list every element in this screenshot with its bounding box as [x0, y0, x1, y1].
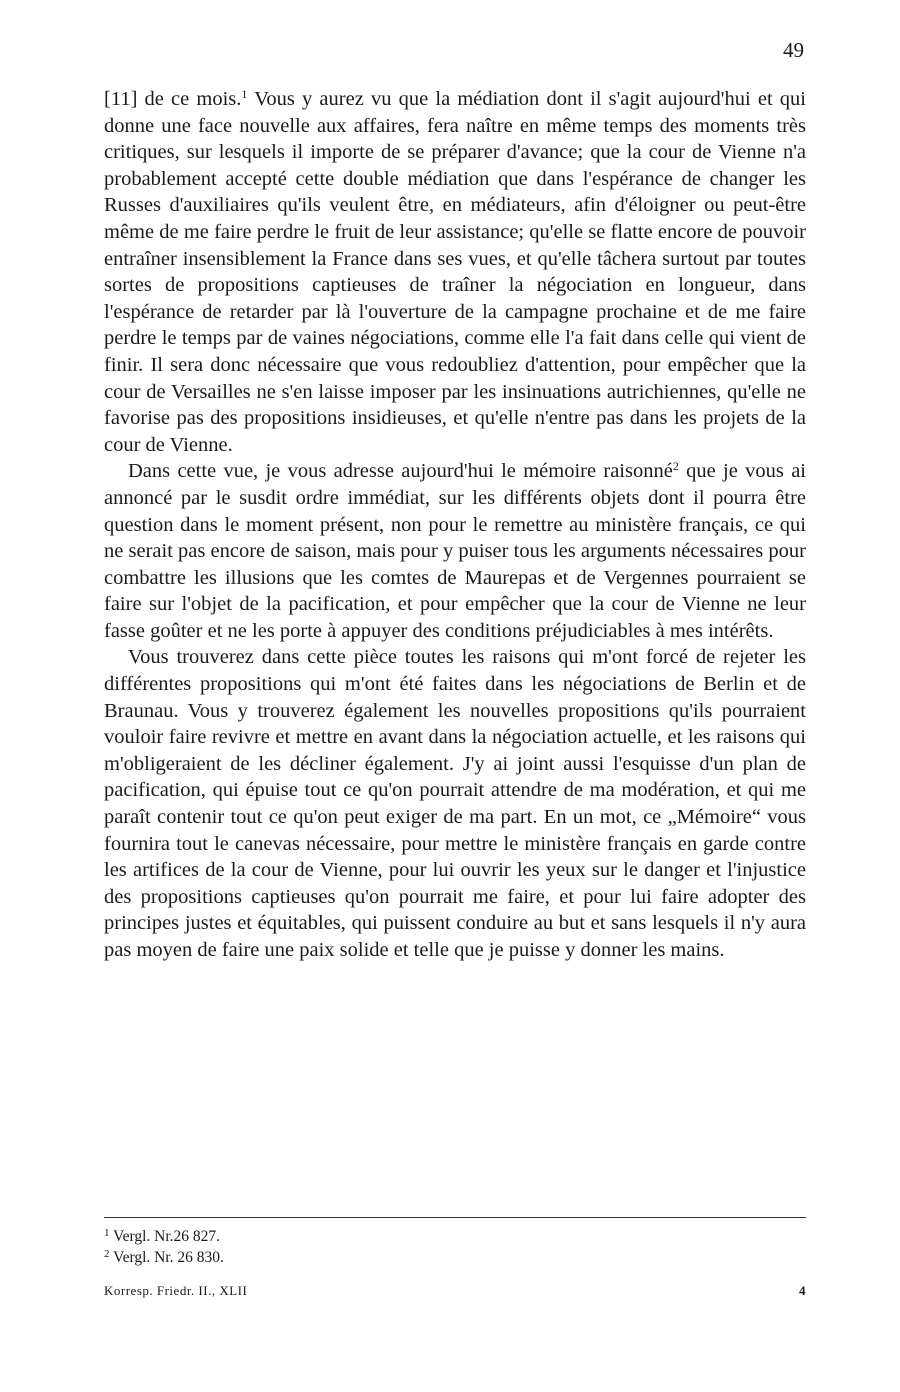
paragraph-text: que je vous ai annoncé par le susdit ordre immédiat, sur les différents objets dont il pourra être question dans le moment présent, non pour le remettre au ministère français, ce qui ne serait pas encore de saison, mais pour y puiser tous les arguments nécessaires pour combattre les illusions que les comtes de Maurepas et de Vergennes pourraient se faire sur l'objet de la pacification, et pour empêcher que la cour de Vienne ne leur fasse goûter et ne les porte à appuyer des conditions préjudiciables à mes intérêts. — [104, 460, 806, 642]
paragraph-text: Vous y aurez vu que la médiation dont il s'agit aujourd'hui et qui donne une face nouvelle aux affaires, fera naître en même temps des moments très critiques, sur lesquels il importe de se préparer d'avance; que la cour de Vienne n'a probablement accepté cette double médiation que dans l'espérance de changer les Russes d'auxiliaires qu'ils veulent être, en médiateurs, afin d'éloigner ou peut-être même de me faire perdre le fruit de leur assistance; qu'elle se flatte encore de pouvoir entraîner insensiblement la France dans ses vues, et qu'elle tâchera surtout par toutes sortes de propositions captieuses de traîner la négociation en longueur, dans l'espérance de retarder par là l'ouverture de la campagne prochaine et de me faire perdre le temps par de vaines négociations, comme elle l'a fait dans celle qui vient de finir. Il sera donc nécessaire que vous redoubliez d'attention, pour empêcher que la cour de Versailles ne s'en laisse imposer par les insinuations autrichiennes, qu'elle ne favorise pas des propositions insidieuses, et qu'elle n'entre pas dans les projets de la cour de Vienne. — [104, 88, 807, 456]
page-footer — [104, 1283, 806, 1299]
paragraph-2 — [104, 458, 806, 644]
footnote-divider — [104, 1217, 806, 1218]
paragraph-text: [11] de ce mois. — [104, 88, 242, 110]
paragraph-text: Vous trouverez dans cette pièce toutes les raisons qui m'ont forcé de rejeter les différentes propositions qui m'ont été faites dans les négociations de Berlin et de Braunau. Vous y trouverez également les nouvelles propositions qu'ils pourraient vouloir faire revivre et mettre en avant dans la négociation actuelle, et les raisons qui m'obligeraient de les décliner également. J'y ai joint aussi l'esquisse d'un plan de pacification, qui épuise tout ce qu'on pourrait attendre de ma modération, et qui me paraît contenir tout ce qu'on peut exiger de ma part. En un mot, ce „Mémoire“ vous fournira tout le canevas nécessaire, pour mettre le ministère français en garde contre les artifices de la cour de Vienne, pour lui ouvrir les yeux sur le danger et l'injustice des propositions captieuses qu'on pourrait me faire, et pour lui faire adopter des principes justes et équitables, qui puissent conduire au but et sans lesquels il n'y aura pas moyen de faire une paix solide et telle que je puisse y donner les mains. — [104, 646, 806, 961]
body-text — [104, 86, 806, 964]
footnote-text: Vergl. Nr. 26 830. — [113, 1249, 224, 1266]
footnote-number: 1 — [104, 1227, 110, 1239]
footer-source: Korresp. Friedr. II., XLII — [104, 1283, 248, 1298]
footnote-number: 2 — [104, 1248, 110, 1260]
footnote — [104, 1226, 806, 1247]
footnote — [104, 1247, 806, 1268]
paragraph-1 — [104, 86, 806, 458]
page-number: 49 — [783, 38, 804, 62]
footnotes — [104, 1226, 806, 1268]
paragraph-text: Dans cette vue, je vous adresse aujourd'hui le mémoire raisonné — [128, 460, 673, 483]
footer-signature-mark: 4 — [799, 1283, 806, 1298]
footnote-marker: 2 — [672, 459, 679, 474]
footnote-marker: 1 — [241, 87, 248, 101]
footnote-text: Vergl. Nr.26 827. — [113, 1228, 221, 1245]
paragraph-3 — [104, 644, 806, 963]
